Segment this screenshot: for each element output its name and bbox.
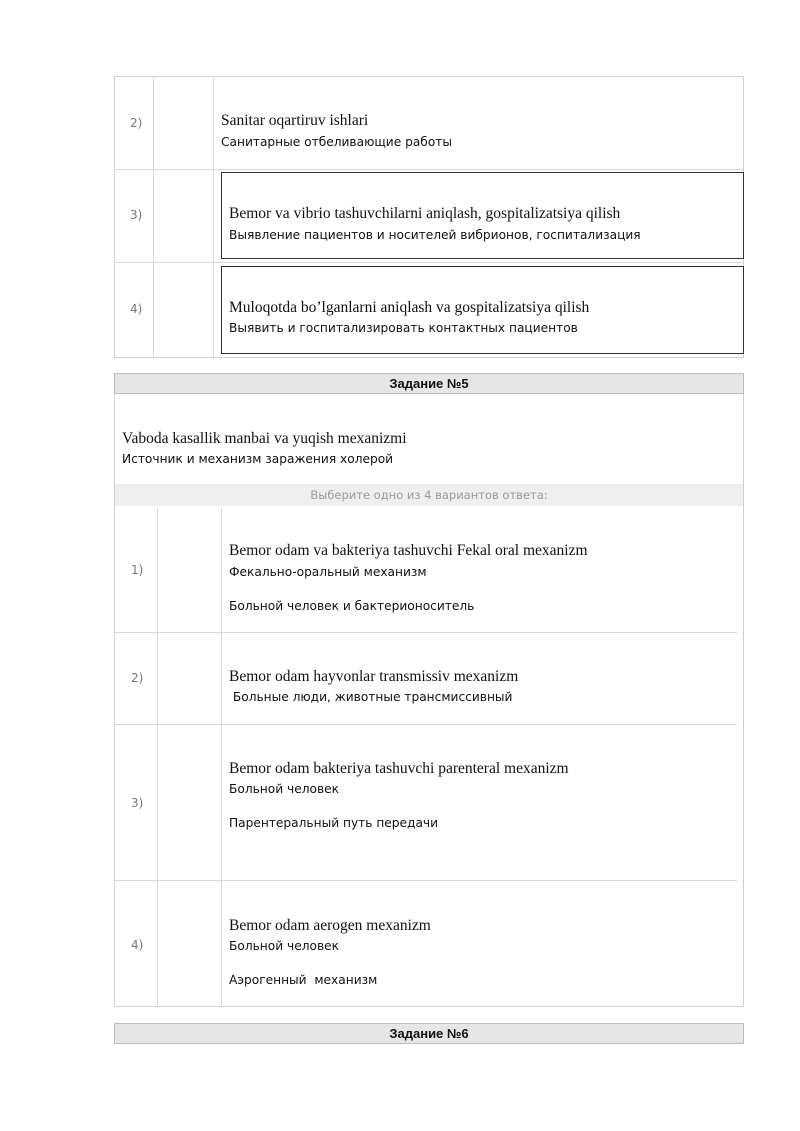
answer-text-uz: Muloqotda bo’lganlarni aniqlash va gospitalizatsiya qilish	[229, 299, 590, 316]
answer-text-ru: Больной человек	[229, 939, 339, 953]
answer-text-ru: Больные люди, животные трансмиссивный	[229, 690, 513, 704]
answer-text-ru: Больной человек	[229, 782, 339, 796]
answer-text-uz: Bemor odam va bakteriya tashuvchi Fekal oral mexanizm	[229, 542, 588, 559]
table-divider	[213, 76, 214, 358]
answer-text-ru: Аэрогенный механизм	[229, 973, 378, 987]
answer-text-ru: Санитарные отбеливающие работы	[221, 135, 452, 149]
answer-text-ru: Выявление пациентов и носителей вибрионов, госпитализация	[229, 228, 641, 242]
answer-text-uz: Bemor odam bakteriya tashuvchi parenteral mexanizm	[229, 760, 569, 777]
answer-number: 2)	[131, 671, 144, 685]
answer-option[interactable]	[115, 881, 743, 1006]
answer-number: 4)	[130, 302, 143, 316]
answer-number: 4)	[131, 938, 144, 952]
answer-number: 1)	[131, 563, 144, 577]
task-header: Задание №5	[114, 373, 744, 394]
answer-number: 3)	[131, 796, 144, 810]
task-header: Задание №6	[114, 1023, 744, 1044]
answer-hint: Выберите одно из 4 вариантов ответа:	[115, 484, 743, 506]
answer-option[interactable]	[115, 725, 743, 880]
answer-text-ru: Выявить и госпитализировать контактных пациентов	[229, 321, 578, 335]
answer-text-uz: Bemor va vibrio tashuvchilarni aniqlash, gospitalizatsiya qilish	[229, 205, 621, 222]
answer-text-uz: Bemor odam hayvonlar transmissiv mexanizm	[229, 668, 519, 685]
answer-number: 3)	[130, 208, 143, 222]
answer-number: 2)	[130, 116, 143, 130]
answer-text-ru: Фекально-оральный механизм	[229, 565, 427, 579]
answer-text-ru: Парентеральный путь передачи	[229, 816, 439, 830]
answer-text-ru: Больной человек и бактерионоситель	[229, 599, 475, 613]
question-text-uz: Vaboda kasallik manbai va yuqish mexanizmi	[122, 430, 407, 447]
answer-text-uz: Sanitar oqartiruv ishlari	[221, 112, 369, 129]
question-text-ru: Источник и механизм заражения холерой	[122, 452, 394, 466]
table-divider	[114, 262, 744, 263]
table-divider	[153, 76, 154, 358]
answer-option[interactable]	[115, 508, 743, 632]
answer-text-uz: Bemor odam aerogen mexanizm	[229, 917, 431, 934]
table-divider	[114, 169, 744, 170]
